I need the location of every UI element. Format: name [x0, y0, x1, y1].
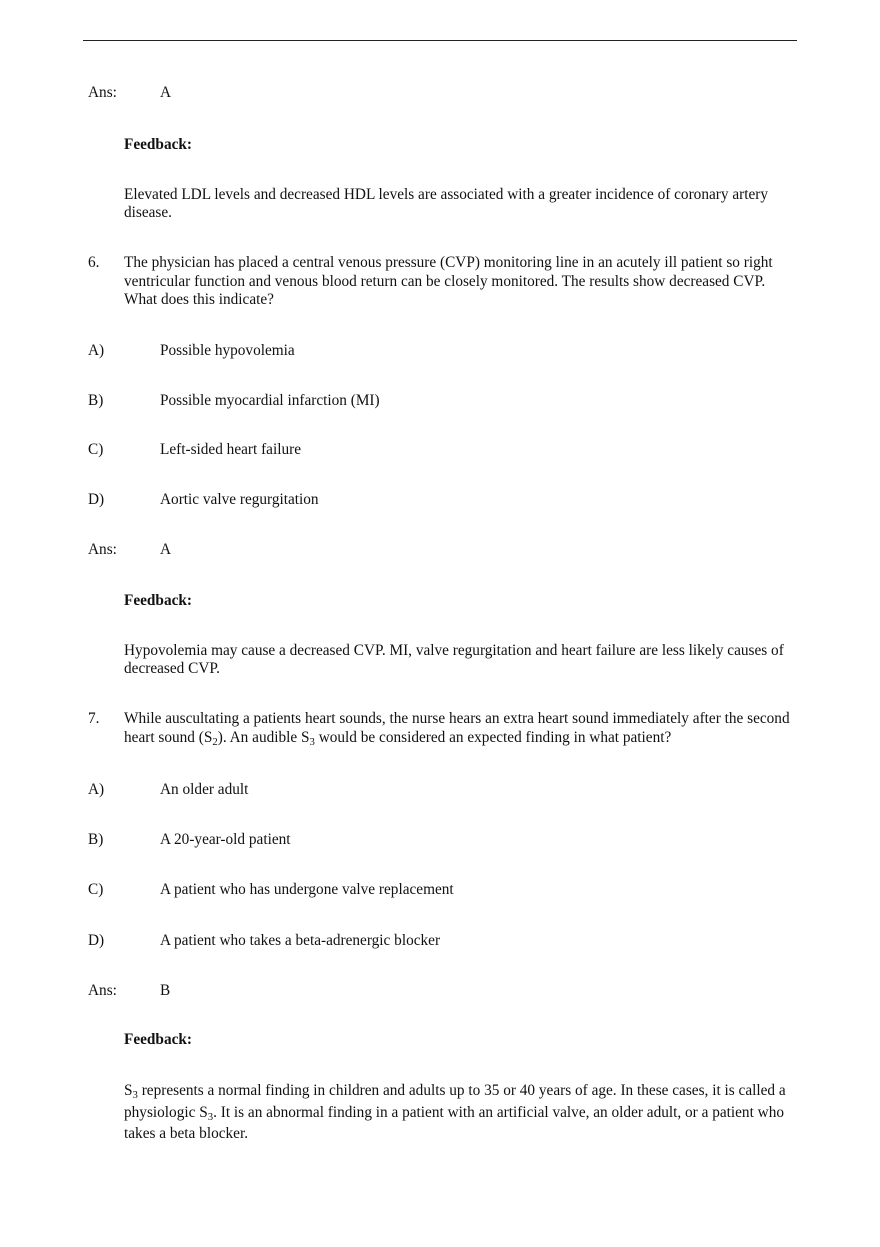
option-text: Left-sided heart failure — [160, 441, 301, 458]
question-text: The physician has placed a central venous pressure (CVP) monitoring line in an acutely ill patient so right ventricular function and venous blood return can be closely monitored. The results show decreased CVP. What does this indicate? — [124, 254, 773, 308]
option-letter: B) — [88, 831, 104, 848]
option-text: A patient who takes a beta-adrenergic blocker — [160, 932, 441, 949]
option-text: A patient who has undergone valve replacement — [160, 881, 454, 898]
option-letter: D) — [88, 491, 105, 508]
answer-label: Ans: — [88, 541, 117, 558]
answer-value: B — [160, 982, 171, 999]
feedback-heading: Feedback: — [124, 1031, 192, 1048]
option-letter: D) — [88, 932, 105, 949]
option-text: A 20-year-old patient — [160, 831, 291, 848]
feedback-text: Hypovolemia may cause a decreased CVP. MI, valve regurgitation and heart failure are less likely causes of decreased CVP. — [124, 642, 784, 677]
option-text: Aortic valve regurgitation — [160, 491, 319, 508]
feedback-text: Elevated LDL levels and decreased HDL levels are associated with a greater incidence of coronary artery disease. — [124, 186, 768, 221]
header-rule — [83, 40, 797, 41]
answer-value: A — [160, 84, 172, 101]
answer-label: Ans: — [88, 982, 117, 999]
option-letter: A) — [88, 781, 105, 798]
feedback-heading: Feedback: — [124, 592, 192, 609]
question-number: 6. — [88, 254, 100, 271]
option-text: An older adult — [160, 781, 249, 798]
answer-value: A — [160, 541, 172, 558]
option-letter: B) — [88, 392, 104, 409]
option-letter: C) — [88, 881, 104, 898]
question-number: 7. — [88, 710, 100, 727]
feedback-heading: Feedback: — [124, 136, 192, 153]
option-letter: A) — [88, 342, 105, 359]
feedback-text: $S_3$ represents a normal finding in children and adults up to 35 or 40 years of age. In these cases, it is called a physiologic $S_3$. It is an abnormal finding in a patient with an artificial valve, an older adult, or a patient who takes a beta blocker. — [124, 1082, 786, 1142]
question-text: While auscultating a patients heart sounds, the nurse hears an extra heart sound immediately after the second heart sound $(S_2)$. An audible $S_3$ would be considered an expected finding in what patient? — [124, 710, 790, 748]
option-text: Possible hypovolemia — [160, 342, 295, 359]
answer-label: Ans: — [88, 84, 117, 101]
option-text: Possible myocardial infarction (MI) — [160, 392, 380, 409]
option-letter: C) — [88, 441, 104, 458]
